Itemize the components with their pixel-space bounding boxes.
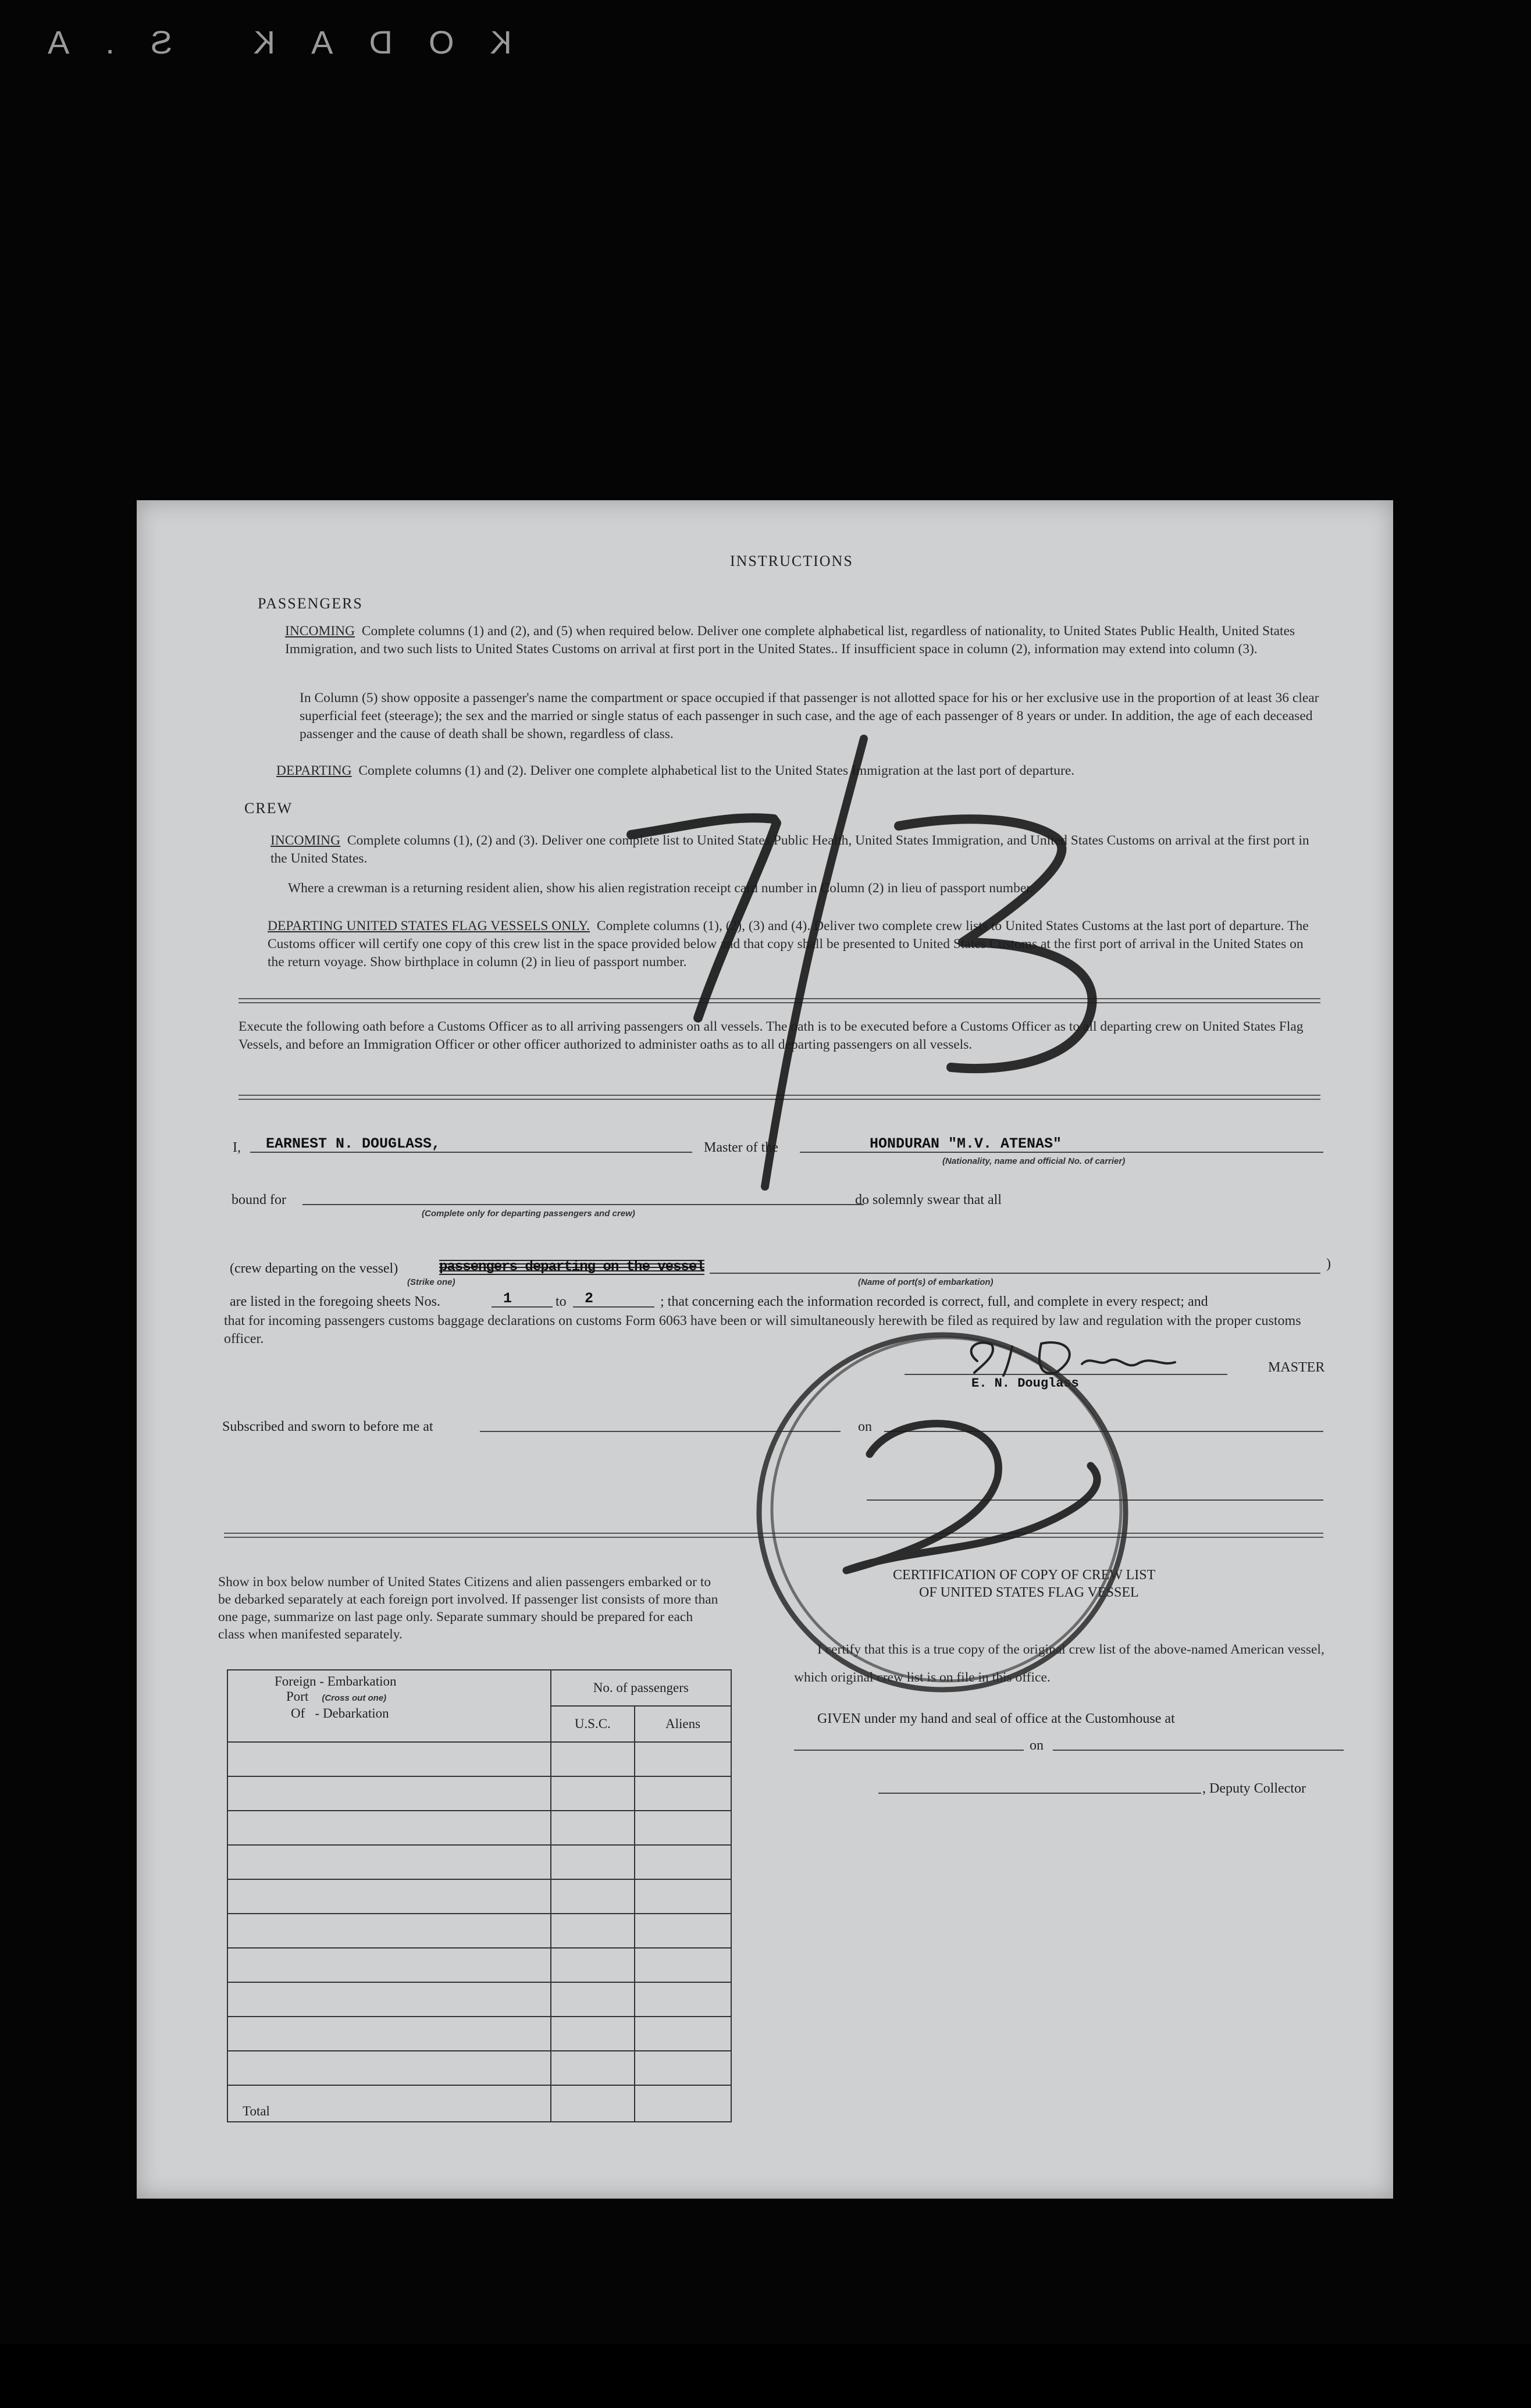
table-row [227, 1914, 731, 1948]
oath-i-label: I, [233, 1140, 241, 1155]
passengers-heading: PASSENGERS [258, 595, 363, 612]
given-text: GIVEN under my hand and seal of office at the Customhouse at [817, 1711, 1175, 1726]
table-cell [227, 1948, 551, 1982]
port-header-line3 [275, 1706, 550, 1721]
vessel-caption: (Nationality, name and official No. of carrier) [942, 1156, 1126, 1166]
passengers-count-header: No. of passengers [551, 1670, 731, 1706]
crew-departing-paragraph [268, 917, 1320, 971]
summary-instructions: Show in box below number of United States Citizens and alien passengers embarked or to be debarked separately at each foreign port involved. If passenger list consists of more than one page, summarize on last page only. Separate summary should be prepared for each class when manifested separately. [218, 1575, 718, 1642]
master-of-label: Master of the [704, 1140, 778, 1155]
table-row [227, 1811, 731, 1845]
table-cell [551, 1879, 635, 1914]
master-signature-line [905, 1374, 1227, 1375]
sheet-from-value: 1 [503, 1290, 512, 1307]
strike-caption: (Strike one) [407, 1277, 455, 1287]
passengers-incoming-label: INCOMING [285, 624, 355, 639]
crew-resident-paragraph: Where a crewman is a returning resident alien, show his alien registration receipt card number in Column (2) in lieu of passport number. [288, 881, 1034, 896]
table-cell [227, 1982, 551, 2017]
table-cell [227, 2051, 551, 2085]
certify-text: ; that concerning each the information recorded is correct, full, and complete in every respect; and [660, 1294, 1208, 1309]
table-cell [635, 2051, 731, 2085]
table-cell [635, 1914, 731, 1948]
port-column-header [227, 1670, 551, 1742]
bound-for-line [302, 1204, 864, 1205]
table-cell [635, 1742, 731, 1776]
table-cell [227, 1776, 551, 1811]
cross-out-caption: (Cross out one) [322, 1693, 387, 1703]
crew-departing-label: (crew departing on the vessel) [230, 1261, 398, 1276]
table-cell [551, 1982, 635, 2017]
master-label: MASTER [1268, 1360, 1325, 1375]
master-name-value: EARNEST N. DOUGLASS, [266, 1135, 441, 1152]
passengers-departing-paragraph [276, 762, 1323, 780]
divider [238, 998, 1320, 1003]
close-paren: ) [1326, 1256, 1331, 1271]
total-row [227, 2085, 731, 2122]
table-cell [551, 2017, 635, 2051]
subscribed-on-label: on [858, 1419, 872, 1434]
table-cell [227, 1914, 551, 1948]
port-line [710, 1273, 1320, 1274]
deputy-signature-line [878, 1793, 1201, 1794]
table-cell [227, 1879, 551, 1914]
table-cell [635, 2017, 731, 2051]
table-cell [551, 1811, 635, 1845]
crew-heading: CREW [244, 800, 293, 817]
table-cell [635, 1982, 731, 2017]
given-at-line [794, 1750, 1024, 1751]
crew-incoming-label: INCOMING [270, 833, 341, 848]
crew-departing-text: Complete columns (1), (2), (3) and (4). Deliver two complete crew lists to United States Customs at the last port of departure. The Customs officer will certify one copy of this crew list in the space provided below and that copy shall be presented to United States Customs at the first port of arrival in the United States on the return voyage. Show birthplace in column (2) in lieu of passport number. [268, 918, 1309, 970]
passengers-incoming-text: Complete columns (1) and (2), and (5) when required below. Deliver one complete alphabetical list, regardless of nationality, to United States Public Health, United States Immigration, and two such lists to United States Customs on arrival at first port in the United States.. If insufficient space in column (2), information may extend into column (3). [285, 624, 1295, 657]
table-cell [551, 1948, 635, 1982]
subscribed-label: Subscribed and sworn to before me at [222, 1419, 433, 1434]
bound-for-label: bound for [232, 1192, 286, 1207]
certification-text: I certify that this is a true copy of the original crew list of the above-named American vessel, which original crew list is on file in this office. [794, 1642, 1325, 1685]
table-cell [635, 1776, 731, 1811]
subscribed-at-line [480, 1431, 841, 1432]
deputy-label: , Deputy Collector [1202, 1781, 1306, 1796]
crew-departing-label: DEPARTING UNITED STATES FLAG VESSELS ONLY. [268, 918, 590, 934]
table-row [227, 1982, 731, 2017]
table-row [227, 2017, 731, 2051]
passengers-column5-paragraph: In Column (5) show opposite a passenger's name the compartment or space occupied if that passenger is not allotted space for his or her exclusive use in the proportion of at least 36 clear superficial feet (steerage); the sex and the married or single status of each passenger in such case, and the age of each passenger of 8 years or under. In addition, the age of each deceased passenger and the cause of death shall be shown, regardless of class. [300, 690, 1319, 742]
total-usc-cell [551, 2085, 635, 2122]
vessel-value: HONDURAN "M.V. ATENAS" [870, 1135, 1062, 1152]
instructions-title: INSTRUCTIONS [730, 553, 853, 569]
table-cell [551, 2051, 635, 2085]
listed-label: are listed in the foregoing sheets Nos. [230, 1294, 440, 1309]
port-header-port: Port [286, 1689, 309, 1704]
table-cell [227, 1742, 551, 1776]
port-header-line2 [275, 1689, 550, 1706]
film-edge-banner: KODAK S.A [12, 24, 512, 60]
table-row [227, 1879, 731, 1914]
table-cell [227, 1811, 551, 1845]
handwritten-two [846, 1424, 1097, 1570]
table-cell [635, 1879, 731, 1914]
table-cell [551, 1742, 635, 1776]
bound-for-caption: (Complete only for departing passengers and crew) [422, 1209, 635, 1219]
crew-incoming-paragraph [270, 832, 1312, 868]
table-cell [551, 1776, 635, 1811]
passengers-departing-text: Complete columns (1) and (2). Deliver one complete alphabetical list to the United States Immigration at the last port of departure. [358, 763, 1075, 778]
swear-label: do solemnly swear that all [855, 1192, 1002, 1207]
crew-incoming-text: Complete columns (1), (2) and (3). Deliver one complete list to United States Public Health, United States Immigration, and United States Customs on arrival at the first port in the United States. [270, 833, 1309, 866]
sheet-from-line [492, 1306, 553, 1308]
port-caption: (Name of port(s) of embarkation) [858, 1277, 994, 1287]
divider [238, 1095, 1320, 1100]
port-header-of: Of [291, 1706, 305, 1720]
divider [224, 1533, 1323, 1538]
table-cell [635, 1948, 731, 1982]
certification-title: CERTIFICATION OF COPY OF CREW LIST [893, 1568, 1156, 1583]
aliens-header: Aliens [635, 1706, 731, 1742]
oath-instructions: Execute the following oath before a Customs Officer as to all arriving passengers on all vessels. The oath is to be executed before a Customs Officer as to all departing crew on United States Flag Vessels, and before an Immigration Officer or other officer authorized to administer oaths as to all departing passengers on all vessels. [238, 1019, 1304, 1052]
table-cell [551, 1845, 635, 1879]
table-row [227, 1742, 731, 1776]
table-row [227, 1776, 731, 1811]
typed-signature: E. N. Douglass [971, 1376, 1079, 1391]
port-header-line1: Foreign - Embarkation [275, 1674, 397, 1689]
to-label: to [556, 1294, 567, 1309]
passengers-incoming-paragraph [285, 622, 1326, 658]
film-frame-edge [0, 2344, 1531, 2408]
given-on-label: on [1030, 1738, 1044, 1753]
port-header-debark: - Debarkation [315, 1706, 389, 1720]
table-cell [227, 2017, 551, 2051]
certification-title-2: OF UNITED STATES FLAG VESSEL [919, 1585, 1139, 1600]
passengers-departing-label: DEPARTING [276, 763, 352, 778]
sheet-to-value: 2 [585, 1290, 594, 1307]
crew-list-form [137, 500, 1393, 2199]
table-row [227, 1845, 731, 1879]
table-row [227, 1948, 731, 1982]
baggage-text: that for incoming passengers customs baggage declarations on customs Form 6063 have been or will simultaneously herewith be filed as required by law and regulation with the proper customs officer. [224, 1313, 1301, 1347]
passenger-summary-table [227, 1669, 732, 2122]
table-row [227, 2051, 731, 2085]
total-aliens-cell [635, 2085, 731, 2122]
struck-option: passengers departing on the vessel [439, 1259, 704, 1275]
table-cell [227, 1845, 551, 1879]
table-cell [551, 1914, 635, 1948]
subscribed-on-line [884, 1431, 1323, 1432]
total-label: Total [227, 2085, 551, 2122]
officer-signature-line [867, 1499, 1323, 1501]
table-cell [635, 1845, 731, 1879]
given-on-line [1053, 1750, 1344, 1751]
table-cell [635, 1811, 731, 1845]
usc-header: U.S.C. [551, 1706, 635, 1742]
